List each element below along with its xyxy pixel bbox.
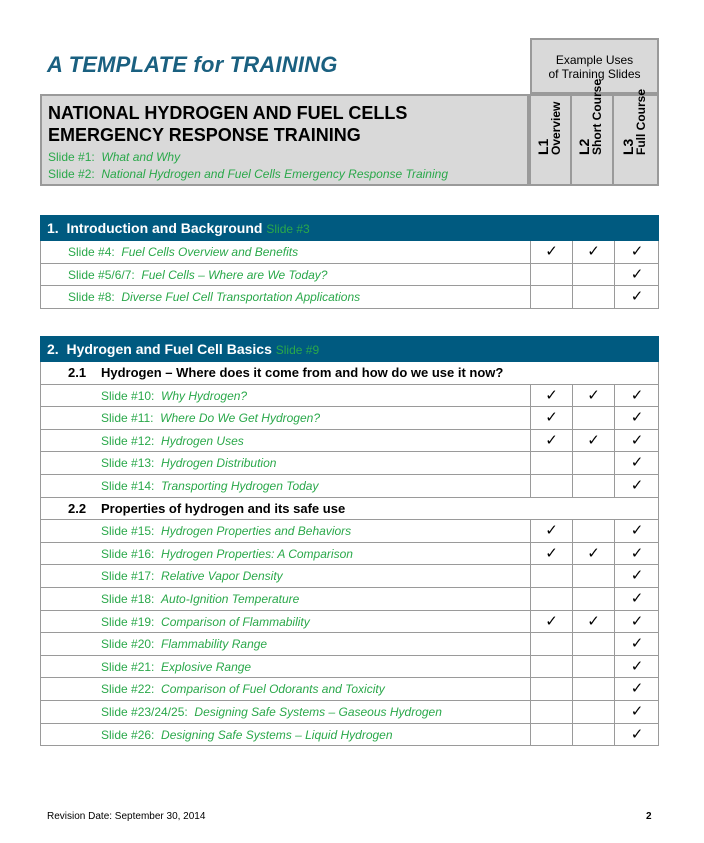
slide-label — [101, 475, 318, 497]
slide-label — [101, 520, 351, 542]
intro-slide-1 — [48, 150, 180, 164]
slide-label — [68, 241, 298, 263]
check-cell-l2 — [572, 656, 614, 678]
subsection-header — [40, 498, 659, 521]
slide-title: Designing Safe Systems – Liquid Hydrogen — [161, 727, 393, 742]
check-cell-l1 — [530, 588, 572, 610]
table-row — [40, 633, 659, 656]
slide-label — [101, 724, 393, 746]
subsection-title: Properties of hydrogen and its safe use — [101, 500, 346, 516]
slide-label — [101, 565, 283, 587]
slide-title: Fuel Cells – Where are We Today? — [141, 267, 328, 282]
table-row — [40, 543, 659, 566]
check-cell-l2: ✓ — [572, 241, 614, 263]
table-row — [40, 565, 659, 588]
revision-date: Revision Date: September 30, 2014 — [47, 811, 206, 822]
check-cell-l2 — [572, 286, 614, 308]
check-cell-l3: ✓ — [614, 475, 659, 497]
slide-title: Hydrogen Properties and Behaviors — [161, 524, 352, 539]
table-row — [40, 475, 659, 498]
slide-title: Comparison of Flammability — [161, 614, 310, 629]
slide-label — [68, 286, 360, 308]
check-cell-l2: ✓ — [572, 543, 614, 565]
page-number: 2 — [646, 811, 652, 822]
slide-label — [101, 656, 251, 678]
slide-number: Slide #13: — [101, 456, 155, 471]
slide-number: Slide #21: — [101, 659, 155, 674]
check-cell-l3: ✓ — [614, 543, 659, 565]
table-row — [40, 264, 659, 287]
check-cell-l3: ✓ — [614, 701, 659, 723]
check-cell-l3: ✓ — [614, 452, 659, 474]
training-heading — [48, 102, 407, 146]
slide-title: Flammability Range — [161, 637, 268, 652]
check-cell-l1: ✓ — [530, 241, 572, 263]
check-cell-l1 — [530, 286, 572, 308]
check-cell-l1 — [530, 678, 572, 700]
slide-number: Slide #5/6/7: — [68, 267, 135, 282]
slide-label — [101, 430, 244, 452]
check-cell-l3: ✓ — [614, 656, 659, 678]
column-name: Full Course — [633, 88, 648, 155]
column-level: L2 — [576, 138, 592, 155]
slide-title: Explosive Range — [161, 659, 252, 674]
check-cell-l1 — [530, 264, 572, 286]
check-cell-l3: ✓ — [614, 611, 659, 633]
check-cell-l2 — [572, 633, 614, 655]
check-cell-l1 — [530, 475, 572, 497]
slide-title: Why Hydrogen? — [161, 388, 248, 403]
slide-number: Slide #15: — [101, 524, 155, 539]
column-header-l1 — [529, 94, 572, 186]
heading-line1: NATIONAL HYDROGEN AND FUEL CELLS — [48, 103, 408, 123]
check-cell-l2 — [572, 701, 614, 723]
check-cell-l1 — [530, 724, 572, 746]
check-cell-l2: ✓ — [572, 385, 614, 407]
check-cell-l2 — [572, 588, 614, 610]
slide-title: Where Do We Get Hydrogen? — [160, 411, 321, 426]
slide-number: Slide #20: — [101, 637, 155, 652]
slide-number: Slide #14: — [101, 479, 155, 493]
check-cell-l2: ✓ — [572, 430, 614, 452]
check-cell-l1 — [530, 452, 572, 474]
example-uses-line1: Example Uses — [555, 53, 634, 67]
check-cell-l2 — [572, 724, 614, 746]
subsection-number: 2.2 — [68, 500, 87, 516]
check-cell-l1: ✓ — [530, 430, 572, 452]
slide-label — [101, 611, 310, 633]
slide-number: Slide #22: — [101, 682, 155, 697]
slide-title: Hydrogen Distribution — [161, 456, 277, 471]
column-header-l3 — [612, 88, 659, 186]
check-cell-l3: ✓ — [614, 678, 659, 700]
table-row — [40, 588, 659, 611]
page-title: A TEMPLATE for TRAINING — [47, 52, 338, 77]
slide-title: Designing Safe Systems – Gaseous Hydrogen — [194, 705, 442, 719]
slide-title: Auto-Ignition Temperature — [161, 592, 300, 606]
check-cell-l3: ✓ — [614, 286, 659, 308]
column-header-text — [621, 89, 648, 155]
intro-slide-2 — [48, 167, 448, 181]
check-cell-l3: ✓ — [614, 385, 659, 407]
table-row — [40, 286, 659, 309]
check-cell-l2: ✓ — [572, 611, 614, 633]
table-row — [40, 452, 659, 475]
slide-label — [101, 452, 276, 474]
slide-number: Slide #4: — [68, 245, 115, 259]
intro-slide-title: What and Why — [101, 150, 181, 164]
table-row — [40, 611, 659, 634]
table-row — [40, 520, 659, 543]
column-header-l2 — [570, 78, 614, 186]
slide-number: Slide #12: — [101, 433, 155, 448]
table-row — [40, 701, 659, 724]
section-number: 1. — [47, 220, 59, 236]
check-cell-l1: ✓ — [530, 611, 572, 633]
slide-label — [101, 543, 353, 565]
subsection-header — [40, 362, 659, 385]
section-header-introduction — [40, 215, 659, 241]
table-row — [40, 241, 659, 264]
check-cell-l2 — [572, 452, 614, 474]
slide-title: Comparison of Fuel Odorants and Toxicity — [161, 682, 385, 697]
section-header-hydrogen-basics — [40, 336, 659, 362]
slide-label — [101, 678, 385, 700]
check-cell-l1 — [530, 633, 572, 655]
slide-title: Transporting Hydrogen Today — [161, 479, 319, 493]
slide-label — [101, 633, 267, 655]
check-cell-l2 — [572, 565, 614, 587]
check-cell-l1 — [530, 565, 572, 587]
check-cell-l3: ✓ — [614, 565, 659, 587]
check-cell-l1: ✓ — [530, 407, 572, 429]
check-cell-l3: ✓ — [614, 430, 659, 452]
subsection-number: 2.1 — [68, 365, 87, 380]
column-header-text — [536, 102, 563, 155]
slide-label — [101, 701, 442, 723]
subsection-title: Hydrogen – Where does it come from and how do we use it now? — [101, 365, 504, 380]
slide-number: Slide #16: — [101, 546, 155, 561]
table-row — [40, 385, 659, 408]
check-cell-l3: ✓ — [614, 724, 659, 746]
slide-number: Slide #17: — [101, 569, 155, 584]
check-cell-l3: ✓ — [614, 407, 659, 429]
column-level: L1 — [534, 138, 551, 155]
slide-number: Slide #11: — [101, 411, 154, 426]
section-slide-ref: Slide #3 — [266, 222, 310, 236]
check-cell-l2 — [572, 407, 614, 429]
column-name: Overview — [548, 101, 563, 155]
section-number: 2. — [47, 341, 59, 357]
check-cell-l3: ✓ — [614, 264, 659, 286]
intro-slide-title: National Hydrogen and Fuel Cells Emergency Response Training — [101, 167, 448, 181]
table-row — [40, 724, 659, 747]
table-row — [40, 656, 659, 679]
slide-number: Slide #18: — [101, 592, 155, 606]
slide-title: Relative Vapor Density — [161, 569, 283, 584]
column-header-text — [577, 79, 604, 155]
example-uses-line2: of Training Slides — [548, 67, 641, 81]
slide-number: Slide #8: — [68, 290, 115, 305]
section-slide-ref: Slide #9 — [275, 343, 320, 357]
column-level: L3 — [619, 138, 636, 155]
slide-number: Slide #23/24/25: — [101, 705, 188, 719]
slide-title: Fuel Cells Overview and Benefits — [121, 245, 299, 259]
check-cell-l1 — [530, 656, 572, 678]
column-name: Short Course — [590, 78, 604, 155]
check-cell-l1: ✓ — [530, 543, 572, 565]
slide-number: Slide #19: — [101, 614, 155, 629]
slide-title: Diverse Fuel Cell Transportation Applications — [121, 290, 361, 305]
slide-title: Hydrogen Uses — [161, 433, 244, 448]
slide-label — [68, 264, 327, 286]
table-row — [40, 430, 659, 453]
intro-slide-num: Slide #1: — [48, 150, 95, 164]
check-cell-l1: ✓ — [530, 385, 572, 407]
check-cell-l3: ✓ — [614, 520, 659, 542]
slide-title: Hydrogen Properties: A Comparison — [161, 546, 353, 561]
slide-label — [101, 588, 299, 610]
check-cell-l1 — [530, 701, 572, 723]
check-cell-l2 — [572, 264, 614, 286]
check-cell-l3: ✓ — [614, 633, 659, 655]
check-cell-l3: ✓ — [614, 588, 659, 610]
check-cell-l2 — [572, 678, 614, 700]
table-row — [40, 407, 659, 430]
training-header — [40, 94, 529, 186]
slide-number: Slide #26: — [101, 727, 155, 742]
section-title: Hydrogen and Fuel Cell Basics — [66, 341, 272, 357]
check-cell-l3: ✓ — [614, 241, 659, 263]
slide-label — [101, 385, 247, 407]
check-cell-l2 — [572, 475, 614, 497]
table-row — [40, 678, 659, 701]
section-title: Introduction and Background — [66, 220, 263, 236]
intro-slide-num: Slide #2: — [48, 167, 95, 181]
heading-line2: EMERGENCY RESPONSE TRAINING — [48, 125, 361, 145]
check-cell-l1: ✓ — [530, 520, 572, 542]
check-cell-l2 — [572, 520, 614, 542]
slide-number: Slide #10: — [101, 388, 155, 403]
slide-label — [101, 407, 320, 429]
